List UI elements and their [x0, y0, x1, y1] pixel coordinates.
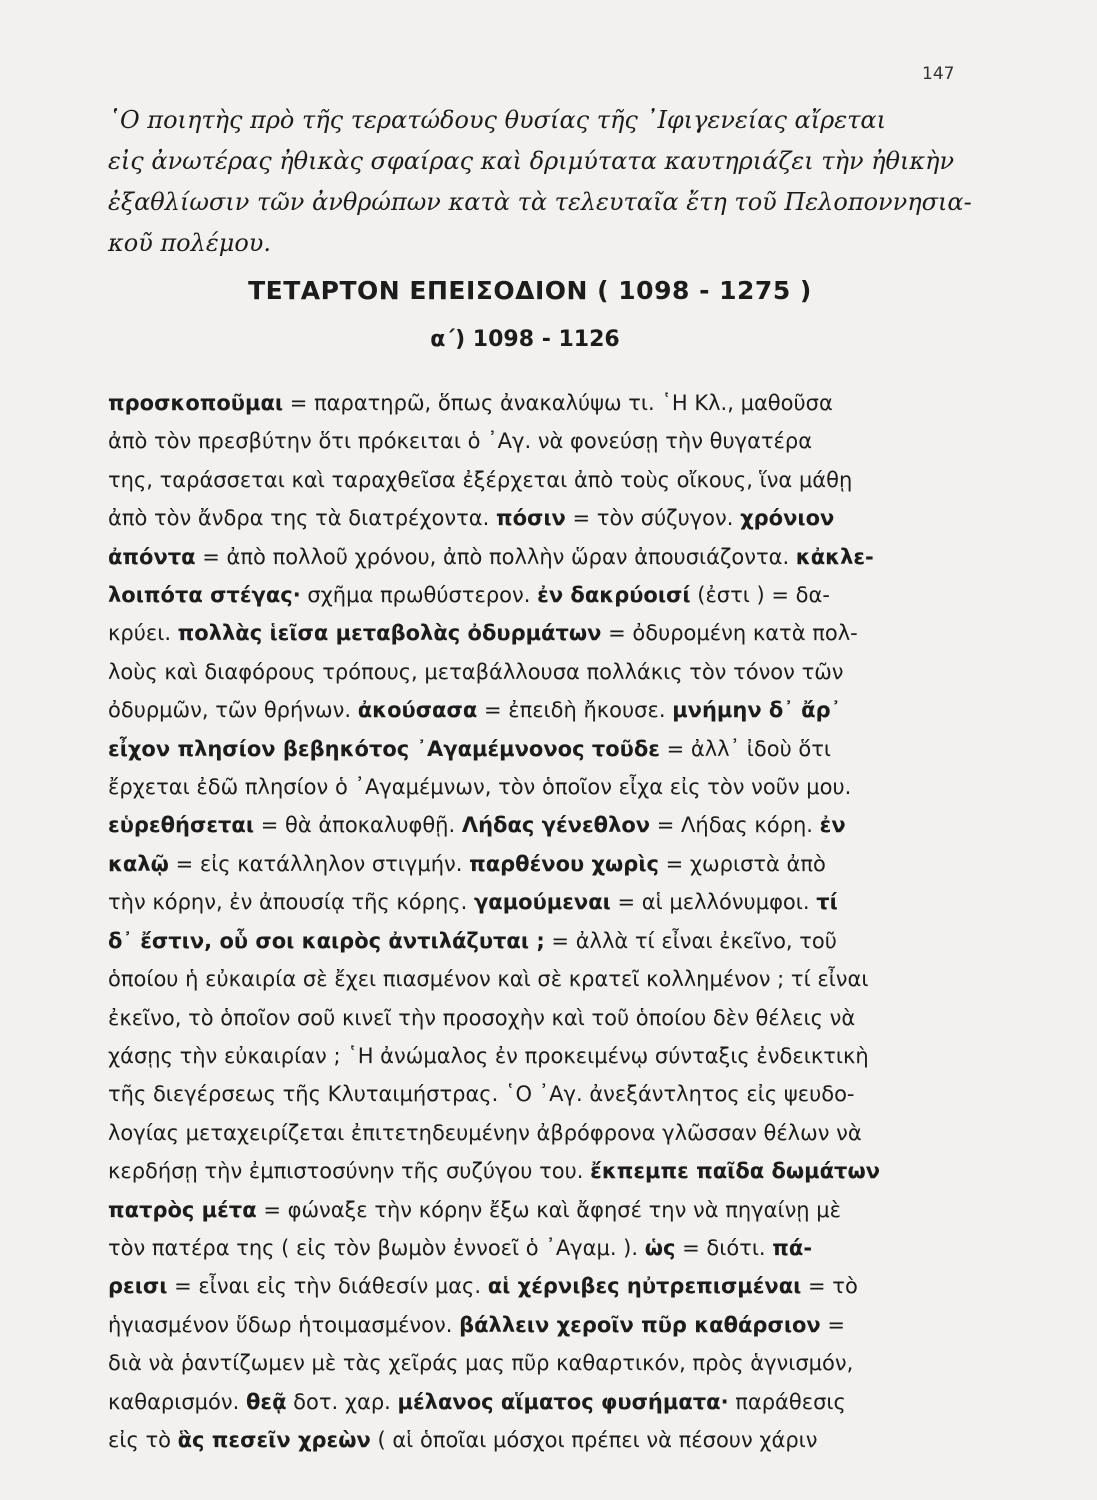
lemma-term: τί	[816, 890, 838, 915]
commentary-line	[108, 1037, 963, 1075]
commentary-line	[108, 922, 963, 960]
gloss-text: τὸν πατέρα της ( εἰς τὸν βωμὸν ἐννοεῖ ὁ ᾿Αγαμ. ).	[108, 1235, 645, 1260]
intro-paragraph	[108, 100, 972, 264]
gloss-text: = εἶναι εἰς τὴν διάθεσίν μας.	[167, 1274, 488, 1299]
lemma-term: καλῷ	[108, 851, 169, 876]
lemma-term: ἐν	[819, 813, 846, 838]
gloss-text: = ἀλλ᾿ ἰδοὺ ὅτι	[659, 736, 832, 761]
commentary-line	[108, 461, 963, 499]
commentary-line	[108, 1229, 963, 1267]
commentary-line	[108, 1306, 963, 1344]
gloss-text: κρύει.	[108, 621, 178, 646]
commentary-line	[108, 1075, 963, 1113]
gloss-text: = ἀπὸ πολλοῦ χρόνου, ἀπὸ πολλὴν ὥραν ἀπουσιάζοντα.	[195, 544, 796, 569]
commentary-line	[108, 845, 963, 883]
commentary-line	[108, 1267, 963, 1305]
gloss-text: = Λήδας κόρη.	[650, 813, 820, 838]
commentary-line	[108, 1152, 963, 1190]
section-subheading: α΄) 1098 - 1126	[430, 327, 620, 352]
lemma-term: παρθένου χωρὶς	[469, 851, 659, 876]
intro-line: ἐξαθλίωσιν τῶν ἀνθρώπων κατὰ τὰ τελευταῖα ἔτη τοῦ Πελοποννησια-	[108, 188, 972, 216]
commentary-line	[108, 730, 963, 768]
gloss-text: τῆς διεγέρσεως τῆς Κλυταιμήστρας. ῾Ο ᾿Αγ. ἀνεξάντλητος εἰς ψευδο-	[108, 1082, 855, 1107]
page-number: 147	[922, 64, 955, 84]
commentary-line	[108, 768, 963, 806]
lemma-term: πατρὸς μέτα	[108, 1197, 257, 1222]
gloss-text: ἐκεῖνο, τὸ ὁποῖον σοῦ κινεῖ τὴν προσοχὴν καὶ τοῦ ὁποίου δὲν θέλεις νὰ	[108, 1005, 856, 1030]
commentary-line	[108, 883, 963, 921]
gloss-text: ἡγιασμένον ὕδωρ ἡτοιμασμένον.	[108, 1312, 460, 1337]
intro-line: ῾Ο ποιητὴς πρὸ τῆς τερατώδους θυσίας τῆς ᾿Ιφιγενείας αἴρεται	[108, 106, 887, 134]
lemma-term: λοιπότα στέγας·	[108, 583, 301, 608]
commentary-line	[108, 1344, 963, 1382]
gloss-text: λοὺς καὶ διαφόρους τρόπους, μεταβάλλουσα πολλάκις τὸν τόνον τῶν	[108, 659, 844, 684]
gloss-text: = χωριστὰ ἀπὸ	[658, 851, 826, 876]
lemma-term: θεᾷ	[245, 1389, 287, 1414]
commentary-line	[108, 384, 963, 422]
gloss-text: = ἀλλὰ τί εἶναι ἐκεῖνο, τοῦ	[544, 928, 837, 953]
gloss-text: ἔρχεται ἐδῶ πλησίον ὁ ᾿Αγαμέμνων, τὸν ὁποῖον εἶχα εἰς τὸν νοῦν μου.	[108, 775, 852, 800]
commentary-line	[108, 999, 963, 1037]
lemma-term: ἔκπεμπε παῖδα δωμάτων	[590, 1159, 881, 1184]
lemma-term: μνήμην δ᾿ ἄρ᾿	[672, 698, 842, 723]
lemma-term: γαμούμεναι	[473, 890, 611, 915]
lemma-term: Λήδας γένεθλον	[461, 813, 651, 838]
commentary-paragraph	[108, 384, 963, 1459]
commentary-line	[108, 1114, 963, 1152]
gloss-text: = παρατηρῶ, ὅπως ἀνακαλύψω τι. ῾Η Κλ., μαθοῦσα	[283, 391, 833, 415]
gloss-text: = αἱ μελλόνυμφοι.	[610, 890, 817, 915]
commentary-line	[108, 691, 963, 729]
commentary-line	[108, 614, 963, 652]
intro-line: κοῦ πολέμου.	[108, 229, 271, 257]
commentary-line	[108, 1191, 963, 1229]
lemma-term: ἃς πεσεῖν χρεὼν	[177, 1427, 371, 1452]
gloss-text: = τὸν σύζυγον.	[565, 506, 741, 531]
commentary-line	[108, 576, 963, 614]
gloss-text: κερδήσῃ τὴν ἐμπιστοσύνην τῆς συζύγου του.	[108, 1159, 591, 1184]
gloss-text: διὰ νὰ ῥαντίζωμεν μὲ τὰς χεῖράς μας πῦρ καθαρτικόν, πρὸς ἁγνισμόν,	[108, 1351, 854, 1376]
gloss-text: εἰς τὸ	[108, 1427, 178, 1452]
gloss-text: (ἐστι ) = δα-	[690, 583, 830, 608]
gloss-text: = φώναξε τὴν κόρην ἔξω καὶ ἄφησέ την νὰ πηγαίνῃ μὲ	[256, 1197, 841, 1222]
lemma-term: πόσιν	[495, 506, 566, 531]
gloss-text: τὴν κόρην, ἐν ἀπουσίᾳ τῆς κόρης.	[108, 890, 474, 915]
gloss-text: της, ταράσσεται καὶ ταραχθεῖσα ἐξέρχεται ἀπὸ τοὺς οἴκους, ἵνα μάθῃ	[108, 467, 853, 492]
gloss-text: χάσῃς τὴν εὐκαιρίαν ; ῾Η ἀνώμαλος ἐν προκειμένῳ σύνταξις ἐνδεικτικὴ	[108, 1043, 869, 1068]
lemma-term: προσκοποῦμαι	[108, 391, 284, 415]
gloss-text: παράθεσις	[728, 1389, 846, 1414]
commentary-line	[108, 499, 963, 537]
lemma-term: χρόνιον	[740, 506, 835, 531]
gloss-text: ἀπὸ τὸν πρεσβύτην ὅτι πρόκειται ὁ ᾿Αγ. νὰ φονεύσῃ τὴν θυγατέρα	[108, 429, 813, 454]
lemma-term: ρεισι	[108, 1274, 168, 1299]
lemma-term: αἱ χέρνιβες ηὐτρεπισμέναι	[487, 1274, 802, 1299]
lemma-term: ἐν δακρύοισί	[537, 583, 691, 608]
intro-line: εἰς ἀνωτέρας ἠθικὰς σφαίρας καὶ δριμύτατα καυτηριάζει τὴν ἠθικὴν	[108, 147, 955, 175]
commentary-line	[108, 1383, 963, 1421]
gloss-text: ( αἱ ὁποῖαι μόσχοι πρέπει νὰ πέσουν χάριν	[370, 1427, 818, 1452]
commentary-line	[108, 960, 963, 998]
lemma-term: δ᾿ ἔστιν, οὗ σοι καιρὸς ἀντιλάζυται ;	[108, 928, 545, 953]
lemma-term: ἀκούσασα	[357, 698, 478, 723]
gloss-text: = θὰ ἀποκαλυφθῇ.	[254, 813, 462, 838]
gloss-text: ὁποίου ἡ εὐκαιρία σὲ ἔχει πιασμένον καὶ σὲ κρατεῖ κολλημένον ; τί εἶναι	[108, 967, 869, 992]
lemma-term: πά-	[772, 1235, 813, 1260]
gloss-text: =	[820, 1312, 846, 1337]
lemma-term: κἀκλε-	[795, 544, 874, 569]
section-heading: ΤΕΤΑΡΤΟΝ ΕΠΕΙΣΟΔΙΟΝ ( 1098 - 1275 )	[248, 276, 812, 305]
gloss-text: ὀδυρμῶν, τῶν θρήνων.	[108, 698, 358, 723]
commentary-line	[108, 806, 963, 844]
gloss-text: καθαρισμόν.	[108, 1389, 246, 1414]
commentary-line	[108, 1421, 963, 1459]
gloss-text: = ὀδυρομένη κατὰ πολ-	[601, 621, 858, 646]
gloss-text: = ἐπειδὴ ἤκουσε.	[477, 698, 673, 723]
lemma-term: ἀπόντα	[108, 544, 196, 569]
gloss-text: = εἰς κατάλληλον στιγμήν.	[168, 851, 470, 876]
lemma-term: βάλλειν χεροῖν πῦρ καθάρσιον	[459, 1312, 821, 1337]
gloss-text: σχῆμα πρωθύστερον.	[300, 583, 538, 608]
gloss-text: = διότι.	[675, 1235, 773, 1260]
gloss-text: ἀπὸ τὸν ἄνδρα της τὰ διατρέχοντα.	[108, 506, 496, 531]
gloss-text: = τὸ	[801, 1274, 858, 1299]
gloss-text: δοτ. χαρ.	[286, 1389, 398, 1414]
lemma-term: πολλὰς ἱεῖσα μεταβολὰς ὀδυρμάτων	[177, 621, 602, 646]
commentary-line	[108, 653, 963, 691]
lemma-term: μέλανος αἵματος φυσήματα·	[397, 1389, 729, 1414]
gloss-text: λογίας μεταχειρίζεται ἐπιτετηδευμένην ἀβρόφρονα γλῶσσαν θέλων νὰ	[108, 1120, 862, 1145]
commentary-line	[108, 538, 963, 576]
lemma-term: ὡς	[644, 1235, 676, 1260]
commentary-line	[108, 422, 963, 460]
lemma-term: εἶχον πλησίον βεβηκότος ᾿Αγαμέμνονος τοῦδε	[108, 736, 660, 761]
lemma-term: εὑρεθήσεται	[108, 813, 255, 838]
